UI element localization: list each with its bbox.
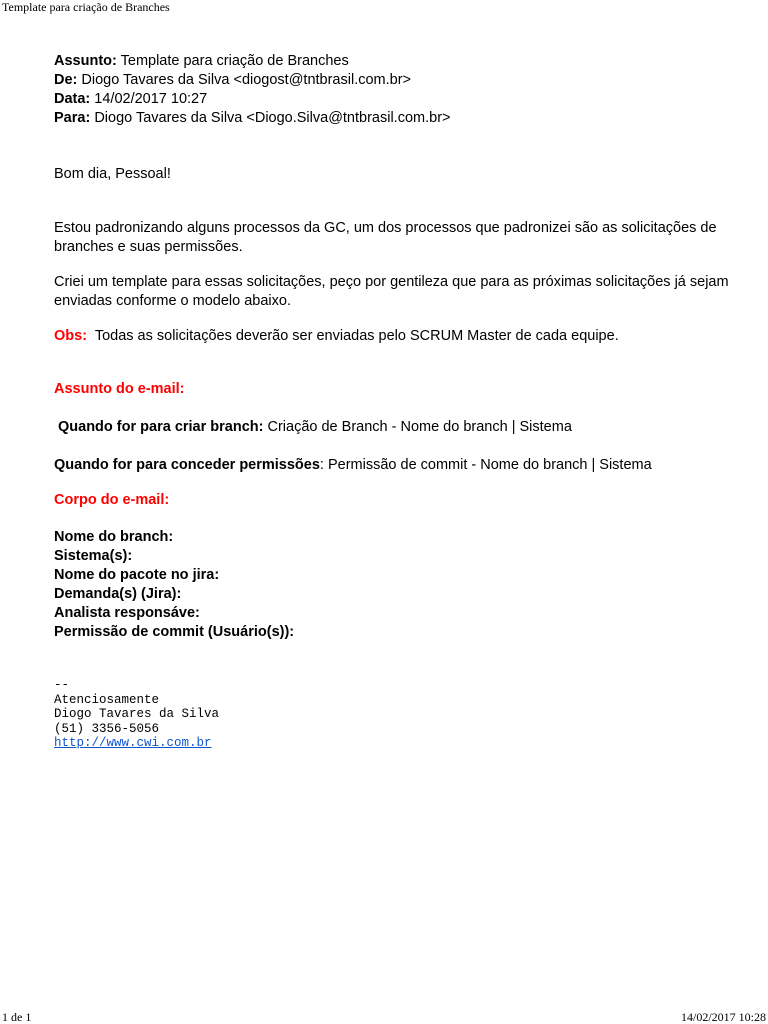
grant-permissions-text: : Permissão de commit - Nome do branch | Sistema: [319, 457, 652, 473]
signature-closing: Atenciosamente: [54, 692, 160, 707]
obs-label: Obs:: [54, 328, 88, 344]
create-branch-label: Quando for para criar branch:: [58, 419, 264, 435]
header-to-label: Para:: [54, 110, 91, 126]
header-date-value: 14/02/2017 10:27: [94, 91, 208, 107]
header-to-value: Diogo Tavares da Silva <Diogo.Silva@tntbrasil.com.br>: [94, 110, 451, 126]
grant-permissions-line: [54, 456, 734, 475]
print-footer-datetime: 14/02/2017 10:28: [680, 1010, 766, 1024]
paragraph-intro: Estou padronizando alguns processos da GC, um dos processos que padronizei são as solicitações de branches e suas permissões.: [54, 220, 717, 255]
body-heading: Corpo do e-mail:: [54, 492, 170, 508]
grant-permissions-label: Quando for para conceder permissões: [54, 457, 320, 473]
print-footer-page: 1 de 1: [2, 1010, 32, 1024]
header-from: [54, 71, 734, 90]
signature-name: Diogo Tavares da Silva: [54, 707, 220, 721]
obs-note: [54, 327, 734, 346]
subject-heading: Assunto do e-mail:: [54, 381, 185, 397]
header-date-label: Data:: [54, 91, 91, 107]
header-subject-label: Assunto:: [54, 53, 117, 69]
signature-phone: (51) 3356-5056: [54, 721, 160, 736]
header-subject-value: Template para criação de Branches: [120, 53, 349, 69]
body-field-systems: Sistema(s):: [54, 548, 133, 564]
header-subject: [54, 52, 734, 71]
header-from-value: Diogo Tavares da Silva <diogost@tntbrasil.com.br>: [81, 72, 411, 88]
body-field-jira-package: Nome do pacote no jira:: [54, 567, 220, 583]
body-field-demands: Demanda(s) (Jira):: [54, 586, 182, 602]
email-message: [54, 52, 734, 642]
signature-separator: --: [54, 678, 70, 692]
signature-website-link[interactable]: http://www.cwi.com.br: [54, 736, 212, 750]
header-from-label: De:: [54, 72, 78, 88]
body-field-commit-permission: Permissão de commit (Usuário(s)):: [54, 624, 295, 640]
body-fields-list: [54, 528, 734, 642]
paragraph-template: Criei um template para essas solicitações, peço por gentileza que para as próximas solicitações já sejam enviadas conforme o modelo abaixo.: [54, 274, 729, 309]
header-date: [54, 90, 734, 109]
create-branch-text: Criação de Branch - Nome do branch | Sistema: [267, 419, 572, 435]
email-headers: [54, 52, 734, 128]
email-signature: [54, 678, 219, 751]
create-branch-line: [54, 418, 734, 437]
obs-text: Todas as solicitações deverão ser enviadas pelo SCRUM Master de cada equipe.: [94, 328, 619, 344]
body-field-analyst: Analista responsáve:: [54, 605, 200, 621]
body-field-branch-name: Nome do branch:: [54, 529, 174, 545]
greeting: Bom dia, Pessoal!: [54, 166, 171, 182]
print-header-title: Template para criação de Branches: [2, 0, 170, 14]
header-to: [54, 109, 734, 128]
